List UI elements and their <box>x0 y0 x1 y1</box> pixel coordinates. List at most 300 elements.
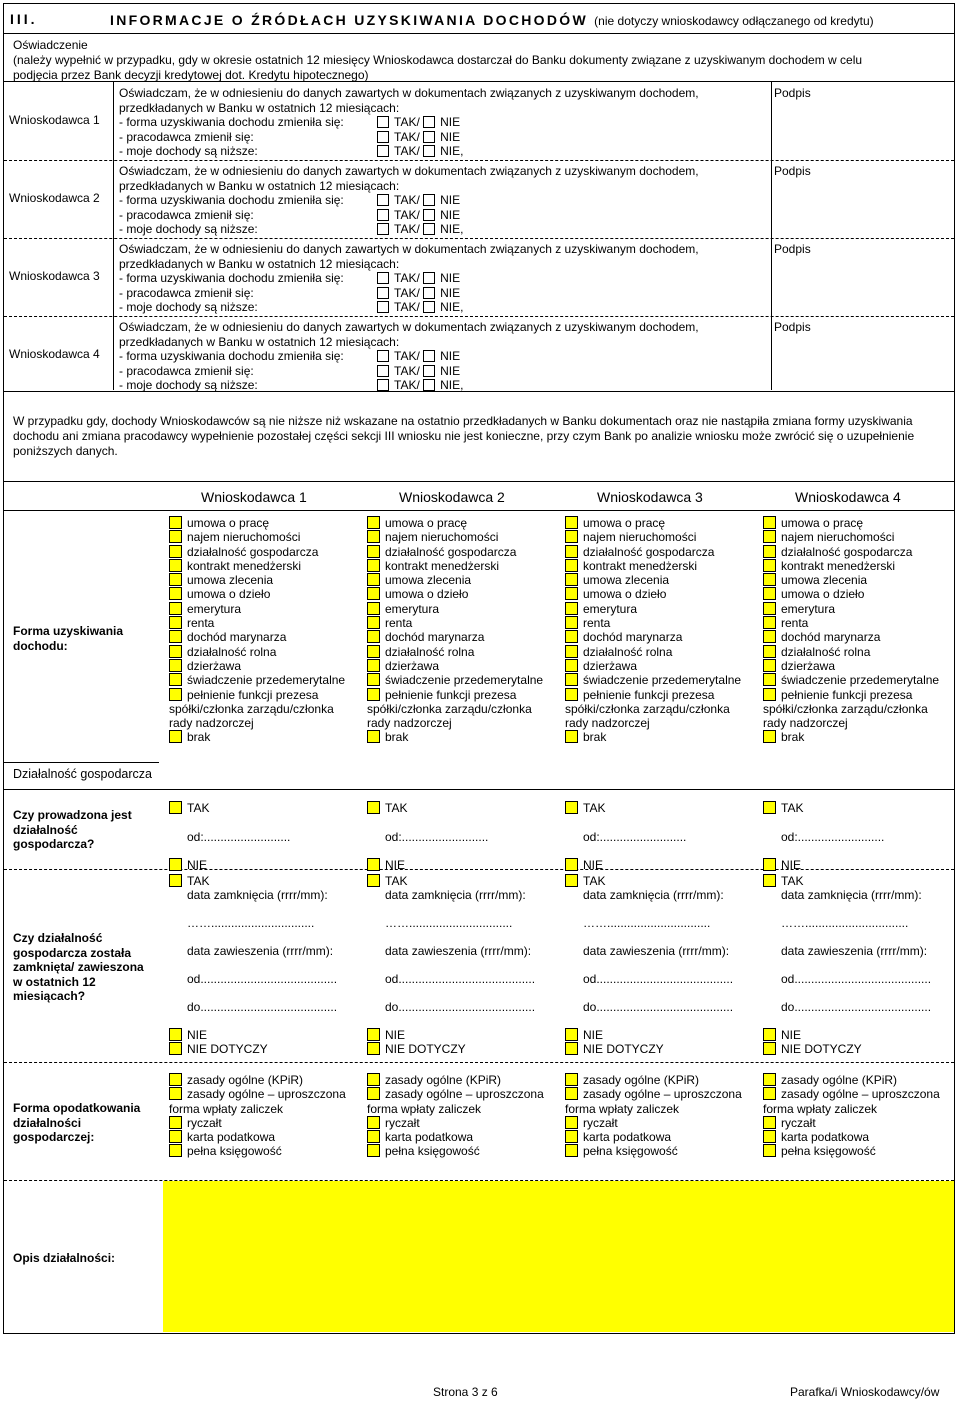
option-label: ryczałt <box>187 1115 222 1130</box>
declaration-line: przedkładanych w Banku w ostatnich 12 miesiącach: <box>119 100 400 115</box>
signature-label: Podpis <box>774 164 811 178</box>
option-label: pełnienie funkcji prezesa spółki/członka zarządu/członka rady nadzorczej <box>169 687 334 731</box>
option-label: kontrakt menedżerski <box>187 558 302 573</box>
option-checkbox[interactable] <box>763 545 776 558</box>
option-label: zasady ogólne (KPiR) <box>385 1073 502 1087</box>
option-checkbox[interactable] <box>763 602 776 615</box>
option-label: pełna księgowość <box>781 1144 876 1159</box>
declaration-question: - forma uzyskiwania dochodu zmieniła się: TAK/ NIE <box>119 115 461 129</box>
option-label: pełnienie funkcji prezesa spółki/członka zarządu/członka rady nadzorczej <box>367 687 532 731</box>
suspend-date-label: data zawieszenia (rrrr/mm): <box>583 943 730 958</box>
option-label: działalność rolna <box>583 644 673 659</box>
option-checkbox[interactable] <box>169 1028 182 1041</box>
option-label: umowa o dzieło <box>187 587 271 602</box>
section-title: INFORMACJE O ŹRÓDŁACH UZYSKIWANIA DOCHODÓW (nie dotyczy wnioskodawcy odłączanego od kredytu) <box>110 12 874 28</box>
column-header: Wnioskodawca 4 <box>795 489 901 505</box>
option-checkbox[interactable] <box>169 616 182 629</box>
option-checkbox[interactable] <box>367 659 380 672</box>
option-label: świadczenie przedemerytalne <box>781 673 940 688</box>
statement-box <box>3 34 955 82</box>
option-checkbox[interactable] <box>367 673 380 686</box>
option-checkbox[interactable] <box>763 530 776 543</box>
tax-form-label: Forma opodatkowania działalności gospodarczej: <box>13 1101 141 1144</box>
option-checkbox[interactable] <box>367 516 380 529</box>
option-checkbox[interactable] <box>169 645 182 658</box>
declaration-row <box>4 316 954 394</box>
declaration-line: Oświadczam, że w odniesieniu do danych zawartych w dokumentach związanych z uzyskiwanym dochodem, <box>119 164 699 178</box>
yes-checkbox[interactable] <box>377 145 389 157</box>
option-checkbox[interactable] <box>565 1028 578 1041</box>
option-label: umowa o dzieło <box>781 587 865 602</box>
business-closed-options: TAK data zamknięcia (rrrr/mm): ……............................... data zawieszenia (rrrr/mm): od......................................... do......................................... NIE NIE DOTYCZY <box>763 874 945 1056</box>
option-checkbox[interactable] <box>763 1028 776 1041</box>
option-label: kontrakt menedżerski <box>781 558 896 573</box>
option-checkbox[interactable] <box>763 630 776 643</box>
close-date-label: data zamknięcia (rrrr/mm): <box>385 888 526 903</box>
yes-checkbox[interactable] <box>377 301 389 313</box>
option-checkbox[interactable] <box>169 1130 182 1143</box>
option-checkbox[interactable] <box>763 659 776 672</box>
declaration-question: - moje dochody są niższe: TAK/ NIE, <box>119 378 464 392</box>
option-checkbox[interactable] <box>565 616 578 629</box>
option-checkbox[interactable] <box>565 874 578 887</box>
section-number-box <box>4 4 56 33</box>
option-checkbox[interactable] <box>169 602 182 615</box>
option-checkbox[interactable] <box>367 559 380 572</box>
option-label: świadczenie przedemerytalne <box>385 673 544 688</box>
option-checkbox[interactable] <box>763 874 776 887</box>
option-label: zasady ogólne – uproszczona forma wpłaty zaliczek <box>763 1087 940 1116</box>
option-label: zasady ogólne – uproszczona forma wpłaty zaliczek <box>367 1087 544 1116</box>
option-label: umowa o pracę <box>385 516 468 530</box>
option-checkbox[interactable] <box>169 858 182 871</box>
no-checkbox[interactable] <box>423 365 435 377</box>
divider <box>4 1062 954 1063</box>
no-checkbox[interactable] <box>423 116 435 128</box>
option-label: działalność rolna <box>187 644 277 659</box>
option-checkbox[interactable] <box>763 1144 776 1157</box>
option-checkbox[interactable] <box>367 616 380 629</box>
close-date-label: data zamknięcia (rrrr/mm): <box>583 888 724 903</box>
option-checkbox[interactable] <box>565 1073 578 1086</box>
option-checkbox[interactable] <box>169 559 182 572</box>
option-label: umowa o pracę <box>781 516 864 530</box>
option-label: działalność rolna <box>781 644 871 659</box>
no-checkbox[interactable] <box>423 209 435 221</box>
option-label: brak <box>385 730 409 745</box>
option-checkbox[interactable] <box>763 673 776 686</box>
yes-checkbox[interactable] <box>377 194 389 206</box>
applicant-name: Wnioskodawca 1 <box>9 113 100 127</box>
statement-heading: Oświadczenie <box>13 38 88 52</box>
business-running-options: TAK od:.......................... NIE <box>763 794 945 880</box>
option-label: brak <box>781 730 805 745</box>
option-checkbox[interactable] <box>763 801 776 814</box>
option-label: dzierżawa <box>187 658 242 673</box>
yes-checkbox[interactable] <box>377 365 389 377</box>
yes-checkbox[interactable] <box>377 350 389 362</box>
option-checkbox[interactable] <box>367 630 380 643</box>
declaration-line: Oświadczam, że w odniesieniu do danych zawartych w dokumentach związanych z uzyskiwanym dochodem, <box>119 320 699 334</box>
declaration-text <box>119 86 699 159</box>
applicant-name: Wnioskodawca 3 <box>9 269 100 283</box>
tax-form-options <box>169 1073 349 1159</box>
option-checkbox[interactable] <box>763 559 776 572</box>
option-checkbox[interactable] <box>565 688 578 701</box>
tax-form-options <box>763 1073 943 1159</box>
yes-checkbox[interactable] <box>377 209 389 221</box>
option-checkbox[interactable] <box>367 645 380 658</box>
suspend-date-label: data zawieszenia (rrrr/mm): <box>385 943 532 958</box>
income-form-options <box>763 516 945 745</box>
option-label: renta <box>385 616 413 631</box>
declaration-question: - moje dochody są niższe: TAK/ NIE, <box>119 144 464 158</box>
option-checkbox[interactable] <box>367 874 380 887</box>
yes-checkbox[interactable] <box>377 223 389 235</box>
option-label: najem nieruchomości <box>187 530 301 545</box>
no-checkbox[interactable] <box>423 379 435 391</box>
option-checkbox[interactable] <box>565 1087 578 1100</box>
start-date-field[interactable]: od:.......................... <box>385 829 489 844</box>
no-checkbox[interactable] <box>423 223 435 235</box>
yes-checkbox[interactable] <box>377 131 389 143</box>
declaration-line: przedkładanych w Banku w ostatnich 12 miesiącach: <box>119 256 400 271</box>
suspend-to-field[interactable]: do......................................... <box>187 1000 338 1015</box>
option-checkbox[interactable] <box>565 1116 578 1129</box>
option-checkbox[interactable] <box>763 1073 776 1086</box>
business-running-options: TAK od:.......................... NIE <box>169 794 351 880</box>
business-running-options: TAK od:.......................... NIE <box>565 794 747 880</box>
declaration-row <box>4 238 954 317</box>
option-checkbox[interactable] <box>367 1028 380 1041</box>
option-label: dochód marynarza <box>583 630 683 645</box>
option-label: kontrakt menedżerski <box>583 558 698 573</box>
option-label: dochód marynarza <box>385 630 485 645</box>
option-checkbox[interactable] <box>565 801 578 814</box>
option-checkbox[interactable] <box>565 559 578 572</box>
option-checkbox[interactable] <box>763 730 776 743</box>
business-description-field[interactable] <box>163 1181 954 1332</box>
option-label: działalność gospodarcza <box>385 544 517 559</box>
option-label: zasady ogólne (KPiR) <box>187 1073 304 1087</box>
option-label: kontrakt menedżerski <box>385 558 500 573</box>
option-label: karta podatkowa <box>781 1130 870 1145</box>
option-label: pełnienie funkcji prezesa spółki/członka zarządu/członka rady nadzorczej <box>565 687 730 731</box>
option-label: emerytura <box>583 601 638 616</box>
income-grid <box>3 482 955 1334</box>
option-checkbox[interactable] <box>169 730 182 743</box>
option-label: umowa o pracę <box>583 516 666 530</box>
option-label: świadczenie przedemerytalne <box>187 673 346 688</box>
close-date-field[interactable]: ……............................... <box>385 915 513 930</box>
option-checkbox[interactable] <box>763 616 776 629</box>
option-checkbox[interactable] <box>565 858 578 871</box>
option-checkbox[interactable] <box>367 545 380 558</box>
declarations-table <box>3 82 955 392</box>
option-checkbox[interactable] <box>763 573 776 586</box>
option-checkbox[interactable] <box>169 801 182 814</box>
applicant-name: Wnioskodawca 4 <box>9 347 100 361</box>
start-date-field[interactable]: od:.......................... <box>187 829 291 844</box>
suspend-from-field[interactable]: od......................................... <box>781 972 932 987</box>
divider <box>4 789 954 790</box>
declaration-text <box>119 320 699 393</box>
option-label: działalność gospodarcza <box>781 544 913 559</box>
option-checkbox[interactable] <box>367 1042 380 1055</box>
initials-label: Parafka/i Wnioskodawcy/ów <box>790 1385 940 1399</box>
income-form-label: Forma uzyskiwania dochodu: <box>13 624 124 653</box>
option-checkbox[interactable] <box>565 1144 578 1157</box>
close-date-field[interactable]: ……............................... <box>781 915 909 930</box>
option-checkbox[interactable] <box>763 858 776 871</box>
note-text: W przypadku gdy, dochody Wnioskodawców są nie niższe niż wskazane na ostatnio przedkładanych w Banku dokumentach oraz nie nastąpiła zmiana formy uzyskiwania dochodu ani zmiana pracodawcy wypełnienie pozostałej części sekcji III wniosku nie jest konieczne, przy czym Bank po analizie wniosku może zwrócić się o uzupełnienie poniższych danych. <box>3 392 955 482</box>
option-checkbox[interactable] <box>763 688 776 701</box>
no-checkbox[interactable] <box>423 194 435 206</box>
option-checkbox[interactable] <box>565 530 578 543</box>
option-label: pełna księgowość <box>583 1144 678 1159</box>
option-checkbox[interactable] <box>169 1042 182 1055</box>
declaration-text <box>119 242 699 315</box>
yes-checkbox[interactable] <box>377 379 389 391</box>
option-checkbox[interactable] <box>367 573 380 586</box>
option-checkbox[interactable] <box>763 645 776 658</box>
option-label: emerytura <box>385 601 440 616</box>
declaration-text <box>119 164 699 237</box>
description-label: Opis działalności: <box>13 1251 116 1265</box>
option-label: umowa o pracę <box>187 516 270 530</box>
column-header: Wnioskodawca 2 <box>399 489 505 505</box>
option-checkbox[interactable] <box>565 673 578 686</box>
signature-label: Podpis <box>774 86 811 100</box>
applicant-name: Wnioskodawca 2 <box>9 191 100 205</box>
option-checkbox[interactable] <box>169 1073 182 1086</box>
section-header <box>3 3 955 34</box>
option-label: umowa zlecenia <box>385 573 472 588</box>
statement-text-1: (należy wypełnić w przypadku, gdy w okresie ostatnich 12 miesięcy Wnioskodawca dostarczał do Banku dokumenty związane z uzyskiwanym dochodem w celu <box>13 53 863 67</box>
option-label: brak <box>187 730 211 745</box>
option-checkbox[interactable] <box>169 545 182 558</box>
column-header: Wnioskodawca 1 <box>201 489 307 505</box>
option-label: działalność gospodarcza <box>187 544 319 559</box>
option-checkbox[interactable] <box>367 530 380 543</box>
option-label: działalność rolna <box>385 644 475 659</box>
option-label: renta <box>583 616 611 631</box>
option-checkbox[interactable] <box>169 1087 182 1100</box>
no-checkbox[interactable] <box>423 350 435 362</box>
option-checkbox[interactable] <box>367 1144 380 1157</box>
option-checkbox[interactable] <box>169 673 182 686</box>
suspend-to-field[interactable]: do......................................... <box>385 1000 536 1015</box>
declaration-question: - moje dochody są niższe: TAK/ NIE, <box>119 300 464 314</box>
divider <box>4 510 954 511</box>
signature-label: Podpis <box>774 320 811 334</box>
declaration-question: - pracodawca zmienił się: TAK/ NIE <box>119 285 461 300</box>
declaration-row <box>4 160 954 239</box>
suspend-to-field[interactable]: do......................................... <box>583 1000 734 1015</box>
option-label: umowa zlecenia <box>583 573 670 588</box>
income-form-options <box>367 516 549 745</box>
option-label: umowa zlecenia <box>187 573 274 588</box>
column-header: Wnioskodawca 3 <box>597 489 703 505</box>
declaration-row <box>4 82 954 161</box>
option-checkbox[interactable] <box>169 688 182 701</box>
declaration-question: - forma uzyskiwania dochodu zmieniła się: TAK/ NIE <box>119 349 461 363</box>
no-checkbox[interactable] <box>423 287 435 299</box>
option-label: ryczałt <box>781 1115 816 1130</box>
option-label: umowa zlecenia <box>781 573 868 588</box>
option-checkbox[interactable] <box>565 645 578 658</box>
option-label: zasady ogólne – uproszczona forma wpłaty zaliczek <box>169 1087 346 1116</box>
declaration-question: - pracodawca zmienił się: TAK/ NIE <box>119 363 461 378</box>
option-label: renta <box>187 616 215 631</box>
option-checkbox[interactable] <box>565 516 578 529</box>
business-running-options: TAK od:.......................... NIE <box>367 794 549 880</box>
option-checkbox[interactable] <box>763 1042 776 1055</box>
option-checkbox[interactable] <box>565 602 578 615</box>
option-checkbox[interactable] <box>763 1116 776 1129</box>
option-label: zasady ogólne (KPiR) <box>781 1073 898 1087</box>
option-checkbox[interactable] <box>169 1144 182 1157</box>
declaration-question: - pracodawca zmienił się: TAK/ NIE <box>119 129 461 144</box>
suspend-from-field[interactable]: od......................................... <box>583 972 734 987</box>
declaration-line: przedkładanych w Banku w ostatnich 12 miesiącach: <box>119 178 400 193</box>
declaration-line: Oświadczam, że w odniesieniu do danych zawartych w dokumentach związanych z uzyskiwanym dochodem, <box>119 242 699 256</box>
section-subtitle: (nie dotyczy wnioskodawcy odłączanego od kredytu) <box>594 14 874 28</box>
yes-checkbox[interactable] <box>377 272 389 284</box>
option-label: dochód marynarza <box>187 630 287 645</box>
close-date-field[interactable]: ……............................... <box>187 915 315 930</box>
suspend-from-field[interactable]: od......................................... <box>187 972 338 987</box>
option-label: najem nieruchomości <box>385 530 499 545</box>
option-label: emerytura <box>781 601 836 616</box>
business-section-label: Działalność gospodarcza <box>13 767 152 781</box>
option-label: zasady ogólne (KPiR) <box>583 1073 700 1087</box>
option-checkbox[interactable] <box>763 516 776 529</box>
business-running-label: Czy prowadzona jest działalność gospodarcza? <box>13 808 132 851</box>
start-date-field[interactable]: od:.......................... <box>583 829 687 844</box>
option-checkbox[interactable] <box>169 1116 182 1129</box>
option-label: najem nieruchomości <box>583 530 697 545</box>
close-date-label: data zamknięcia (rrrr/mm): <box>187 888 328 903</box>
section-number: III. <box>10 11 38 27</box>
close-date-label: data zamknięcia (rrrr/mm): <box>781 888 922 903</box>
option-checkbox[interactable] <box>367 1087 380 1100</box>
option-label: brak <box>583 730 607 745</box>
suspend-date-label: data zawieszenia (rrrr/mm): <box>187 943 334 958</box>
option-label: karta podatkowa <box>187 1130 276 1145</box>
option-checkbox[interactable] <box>565 659 578 672</box>
option-label: umowa o dzieło <box>385 587 469 602</box>
business-closed-options: TAK data zamknięcia (rrrr/mm): ……............................... data zawieszenia (rrrr/mm): od......................................... do......................................... NIE NIE DOTYCZY <box>565 874 747 1056</box>
suspend-from-field[interactable]: od......................................... <box>385 972 536 987</box>
business-closed-options: TAK data zamknięcia (rrrr/mm): ……............................... data zawieszenia (rrrr/mm): od......................................... do......................................... NIE NIE DOTYCZY <box>367 874 549 1056</box>
suspend-to-field[interactable]: do......................................... <box>781 1000 932 1015</box>
option-checkbox[interactable] <box>367 730 380 743</box>
option-label: pełnienie funkcji prezesa spółki/członka zarządu/członka rady nadzorczej <box>763 687 928 731</box>
start-date-field[interactable]: od:.......................... <box>781 829 885 844</box>
option-label: karta podatkowa <box>385 1130 474 1145</box>
option-checkbox[interactable] <box>169 630 182 643</box>
option-label: zasady ogólne – uproszczona forma wpłaty zaliczek <box>565 1087 742 1116</box>
option-label: emerytura <box>187 601 242 616</box>
option-checkbox[interactable] <box>565 1042 578 1055</box>
option-checkbox[interactable] <box>763 1087 776 1100</box>
income-form-options <box>565 516 747 745</box>
suspend-date-label: data zawieszenia (rrrr/mm): <box>781 943 928 958</box>
option-checkbox[interactable] <box>565 545 578 558</box>
declaration-line: Oświadczam, że w odniesieniu do danych zawartych w dokumentach związanych z uzyskiwanym dochodem, <box>119 86 699 100</box>
option-checkbox[interactable] <box>169 659 182 672</box>
option-checkbox[interactable] <box>367 858 380 871</box>
declaration-question: - forma uzyskiwania dochodu zmieniła się: TAK/ NIE <box>119 271 461 285</box>
option-checkbox[interactable] <box>169 874 182 887</box>
no-checkbox[interactable] <box>423 301 435 313</box>
declaration-line: przedkładanych w Banku w ostatnich 12 miesiącach: <box>119 334 400 349</box>
option-label: karta podatkowa <box>583 1130 672 1145</box>
page-number: Strona 3 z 6 <box>433 1385 498 1399</box>
option-label: pełna księgowość <box>187 1144 282 1159</box>
signature-label: Podpis <box>774 242 811 256</box>
option-label: ryczałt <box>583 1115 618 1130</box>
option-label: dzierżawa <box>583 658 638 673</box>
option-label: najem nieruchomości <box>781 530 895 545</box>
option-label: renta <box>781 616 809 631</box>
option-checkbox[interactable] <box>367 688 380 701</box>
option-checkbox[interactable] <box>367 1130 380 1143</box>
no-checkbox[interactable] <box>423 145 435 157</box>
option-label: działalność gospodarcza <box>583 544 715 559</box>
option-checkbox[interactable] <box>367 587 380 600</box>
option-label: świadczenie przedemerytalne <box>583 673 742 688</box>
business-closed-label: Czy działalność gospodarcza została zamknięta/ zawieszona w ostatnich 12 miesiącach? <box>13 931 144 1003</box>
tax-form-options <box>367 1073 547 1159</box>
close-date-field[interactable]: ……............................... <box>583 915 711 930</box>
option-label: dzierżawa <box>781 658 836 673</box>
option-label: umowa o dzieło <box>583 587 667 602</box>
yes-checkbox[interactable] <box>377 116 389 128</box>
option-checkbox[interactable] <box>565 1130 578 1143</box>
option-checkbox[interactable] <box>169 530 182 543</box>
declaration-question: - moje dochody są niższe: TAK/ NIE, <box>119 222 464 236</box>
option-checkbox[interactable] <box>763 587 776 600</box>
option-checkbox[interactable] <box>367 602 380 615</box>
option-label: dochód marynarza <box>781 630 881 645</box>
yes-checkbox[interactable] <box>377 287 389 299</box>
option-checkbox[interactable] <box>763 1130 776 1143</box>
option-checkbox[interactable] <box>367 1073 380 1086</box>
divider <box>4 762 159 763</box>
option-label: pełna księgowość <box>385 1144 480 1159</box>
option-checkbox[interactable] <box>367 1116 380 1129</box>
option-checkbox[interactable] <box>565 573 578 586</box>
option-checkbox[interactable] <box>367 801 380 814</box>
business-closed-options: TAK data zamknięcia (rrrr/mm): ……............................... data zawieszenia (rrrr/mm): od......................................... do......................................... NIE NIE DOTYCZY <box>169 874 351 1056</box>
option-label: dzierżawa <box>385 658 440 673</box>
statement-text-2: podjęcia przez Bank decyzji kredytowej dot. Kredytu hipotecznego) <box>13 68 369 82</box>
no-checkbox[interactable] <box>423 272 435 284</box>
tax-form-options <box>565 1073 745 1159</box>
option-label: ryczałt <box>385 1115 420 1130</box>
option-checkbox[interactable] <box>169 587 182 600</box>
option-checkbox[interactable] <box>169 516 182 529</box>
option-checkbox[interactable] <box>565 630 578 643</box>
option-checkbox[interactable] <box>565 587 578 600</box>
option-checkbox[interactable] <box>565 730 578 743</box>
declaration-question: - forma uzyskiwania dochodu zmieniła się: TAK/ NIE <box>119 193 461 207</box>
option-checkbox[interactable] <box>169 573 182 586</box>
no-checkbox[interactable] <box>423 131 435 143</box>
declaration-question: - pracodawca zmienił się: TAK/ NIE <box>119 207 461 222</box>
